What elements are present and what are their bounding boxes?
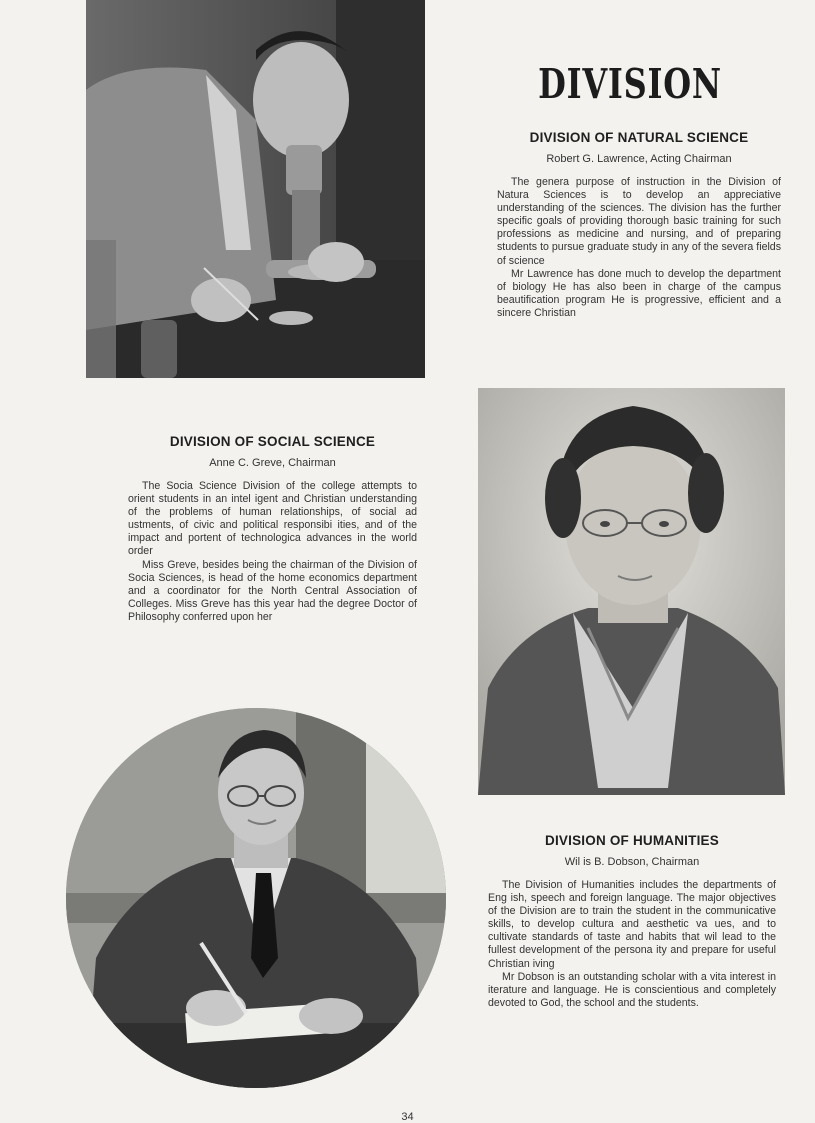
section-heading: DIVISION OF HUMANITIES	[545, 833, 719, 848]
chairman-name: Robert G. Lawrence, Acting Chairman	[546, 153, 732, 165]
body-paragraph: The Division of Humanities includes the departments of Eng ish, speech and foreign language. The major objectives of the Division are to train the student in the communicative skills, to develop cultura and aesthetic va ues, and to cultivate standards of taste and habits that wil lead to the fullest development of the persona ity and prepare for useful Christian iving	[488, 879, 776, 970]
section-social-science	[128, 434, 417, 624]
portrait-photo-illustration	[478, 388, 785, 795]
body-paragraph: Mr Dobson is an outstanding scholar with a vita interest in iterature and language. He is conscientious and completely devoted to God, the school and the students.	[488, 970, 776, 1009]
section-heading: DIVISION OF SOCIAL SCIENCE	[169, 434, 376, 449]
chairman-name: Wil is B. Dobson, Chairman	[564, 856, 700, 868]
section-natural-science	[497, 130, 781, 320]
body-paragraph: Miss Greve, besides being the chairman of the Division of Socia Sciences, is head of the home economics department and a coordinator for the North Central Association of Colleges. Miss Greve has this year had the degree Doctor of Philosophy conferred upon her	[128, 558, 417, 623]
photo-dobson-desk	[66, 708, 446, 1088]
page-number: 34	[401, 1111, 414, 1123]
body-paragraph: Mr Lawrence has done much to develop the department of biology He has also been in charge of the campus beautification program He is progressive, efficient and a sincere Christian	[497, 267, 781, 319]
photo-lawrence-microscope	[86, 0, 425, 378]
photo-greve-portrait	[478, 388, 785, 795]
body-paragraph: The Socia Science Division of the college attempts to orient students in an intel igent and Christian understanding of the problems of human relationships, of social ad ustments, of civic and political responsibi ities, and of the impact and portent of technologica advances in the world order	[128, 480, 417, 558]
desk-photo-illustration	[66, 708, 446, 1088]
section-heading: DIVISION OF NATURAL SCIENCE	[529, 130, 749, 145]
section-humanities	[488, 833, 776, 1010]
body-paragraph: The genera purpose of instruction in the Division of Natura Sciences is to develop an appreciative understanding of the sciences. The division has the further specific goals of providing thorough basic training for such professions as medicine and nursing, and of preparing students to pursue graduate study in any of the severa fields of science	[497, 176, 781, 267]
chairman-name: Anne C. Greve, Chairman	[209, 457, 336, 469]
page-title: DIVISION	[538, 60, 722, 108]
microscope-photo-illustration	[86, 0, 425, 378]
